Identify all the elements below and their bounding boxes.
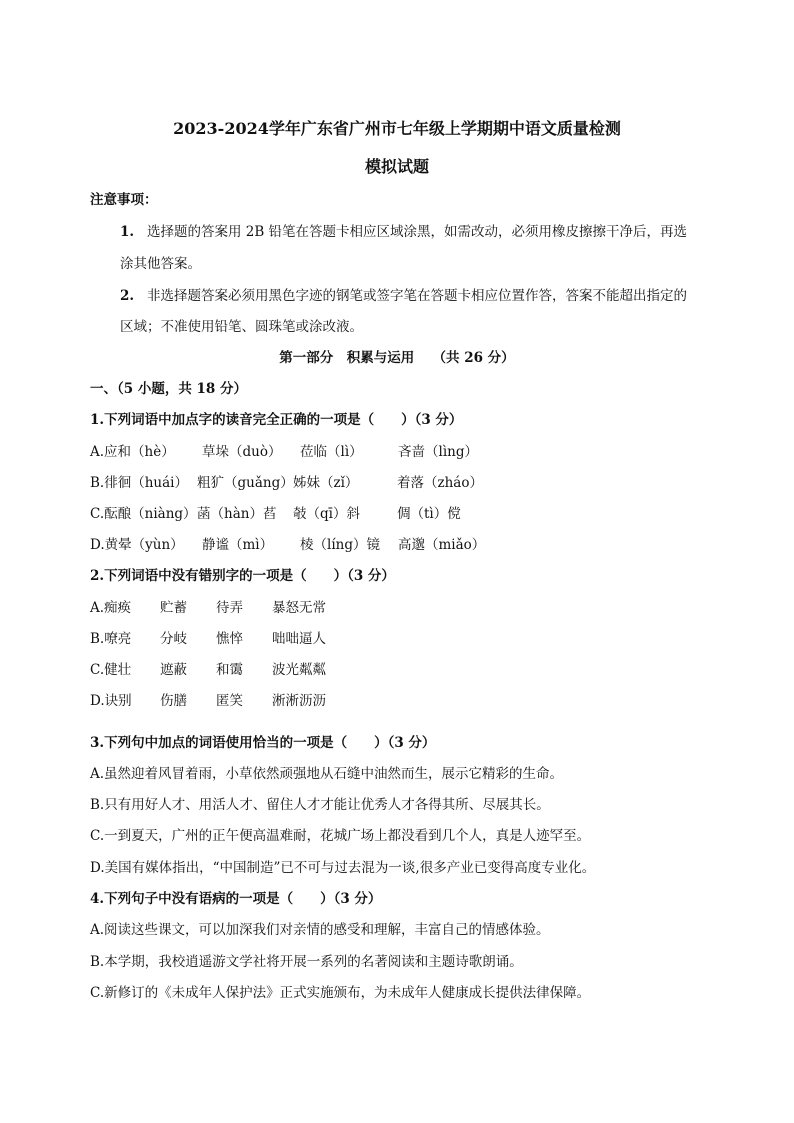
option-term: 菡（hàn）萏 <box>197 506 277 522</box>
option-term: B.徘徊（huái） <box>90 475 188 491</box>
option-term: 咄咄逼人 <box>272 631 326 647</box>
notice-1 <box>120 222 687 242</box>
option-term: 暴怒无常 <box>272 600 326 616</box>
notice-2 <box>120 286 687 306</box>
option-term: 草垛（duò） <box>202 444 282 460</box>
option-term: 遮蔽 <box>160 662 187 678</box>
question-4-option-c: C.新修订的《未成年人保护法》正式实施颁布，为未成年人健康成长提供法律保障。 <box>90 985 591 1001</box>
question-3-option-b: B.只有用好人才、用活人才、留住人才才能让优秀人才各得其所、尽展其长。 <box>90 797 550 813</box>
option-term: 憔悴 <box>216 631 243 647</box>
option-term: 棱（líng）镜 <box>300 537 380 553</box>
option-term: 淅淅沥沥 <box>272 693 326 709</box>
question-3-option-c: C.一到夏天，广州的正午便高温难耐，花城广场上都没看到几个人，真是人迹罕至。 <box>90 828 591 844</box>
notice-2-text: 非选择题答案必须用黑色字迹的钢笔或签字笔在答题卡相应位置作答，答案不能超出指定的 <box>146 288 687 304</box>
option-term: C.健壮 <box>90 662 132 678</box>
question-2-stem: 2.下列词语中没有错别字的一项是（ ）（3 分） <box>90 568 395 584</box>
notice-2-number: 2. <box>120 288 135 304</box>
option-term: 伤膳 <box>160 693 187 709</box>
notice-2-continued: 区域；不准使用铅笔、圆珠笔或涂改液。 <box>120 319 363 335</box>
question-1-option-d <box>90 535 485 555</box>
exam-title: 2023-2024学年广东省广州市七年级上学期期中语文质量检测 <box>173 119 621 138</box>
question-3-option-a: A.虽然迎着风冒着雨，小草依然顽强地从石缝中油然而生，展示它精彩的生命。 <box>90 766 564 782</box>
option-term: 贮蓄 <box>160 600 187 616</box>
exam-subtitle: 模拟试题 <box>364 157 429 176</box>
question-2-option-a <box>90 598 326 618</box>
option-term: 待弄 <box>216 600 243 616</box>
notice-heading: 注意事项： <box>90 192 158 208</box>
option-term: 吝啬（lìng） <box>398 444 478 460</box>
option-term: D.黄晕（yùn） <box>90 537 184 553</box>
question-2-option-d <box>90 691 326 711</box>
option-term: 分岐 <box>160 631 187 647</box>
option-term: B.嘹亮 <box>90 631 132 647</box>
question-2-option-c <box>90 660 326 680</box>
question-4-stem: 4.下列句子中没有语病的一项是（ ）（3 分） <box>90 891 382 907</box>
notice-1-continued: 涂其他答案。 <box>120 256 201 272</box>
question-4-option-b: B.本学期，我校逍遥游文学社将开展一系列的名著阅读和主题诗歌朗诵。 <box>90 954 523 970</box>
option-term: 攲（qī）斜 <box>293 506 360 522</box>
part-heading: 第一部分 积累与运用 （共 26 分） <box>279 350 515 366</box>
option-term: 高邈（miǎo） <box>398 537 486 553</box>
question-4-option-a: A.阅读这些课文，可以加深我们对亲情的感受和理解，丰富自己的情感体验。 <box>90 922 550 938</box>
option-term: 粗犷（guǎng） <box>197 475 294 491</box>
option-term: D.诀别 <box>90 693 132 709</box>
option-term: 姊妹（zǐ） <box>293 475 359 491</box>
notice-1-text: 选择题的答案用 2B 铅笔在答题卡相应区域涂黑，如需改动，必须用橡皮擦擦干净后，再选 <box>146 224 688 240</box>
question-3-option-d: D.美国有媒体指出，“中国制造”已不可与过去混为一谈,很多产业已变得高度专业化。 <box>90 860 596 876</box>
section-heading: 一、（5 小题，共 18 分） <box>90 381 248 397</box>
option-term: 倜（tì）傥 <box>397 506 461 522</box>
question-2-option-b <box>90 629 326 649</box>
question-1-option-a <box>90 442 478 462</box>
option-term: C.酝酿（niàng） <box>90 506 197 522</box>
option-term: 莅临（lì） <box>300 444 363 460</box>
option-term: 波光粼粼 <box>272 662 326 678</box>
option-term: 匿笑 <box>216 693 243 709</box>
option-term: 和霭 <box>216 662 243 678</box>
question-1-option-c <box>90 504 461 524</box>
option-term: A.应和（hè） <box>90 444 175 460</box>
question-1-stem: 1.下列词语中加点字的读音完全正确的一项是（ ）（3 分） <box>90 412 463 428</box>
option-term: 静谧（mì） <box>202 537 274 553</box>
question-1-option-b <box>90 473 483 493</box>
notice-1-number: 1. <box>120 224 135 240</box>
option-term: A.痴痪 <box>90 600 132 616</box>
question-3-stem: 3.下列句中加点的词语使用恰当的一项是（ ）（3 分） <box>90 735 436 751</box>
option-term: 着落（zháo） <box>397 475 483 491</box>
